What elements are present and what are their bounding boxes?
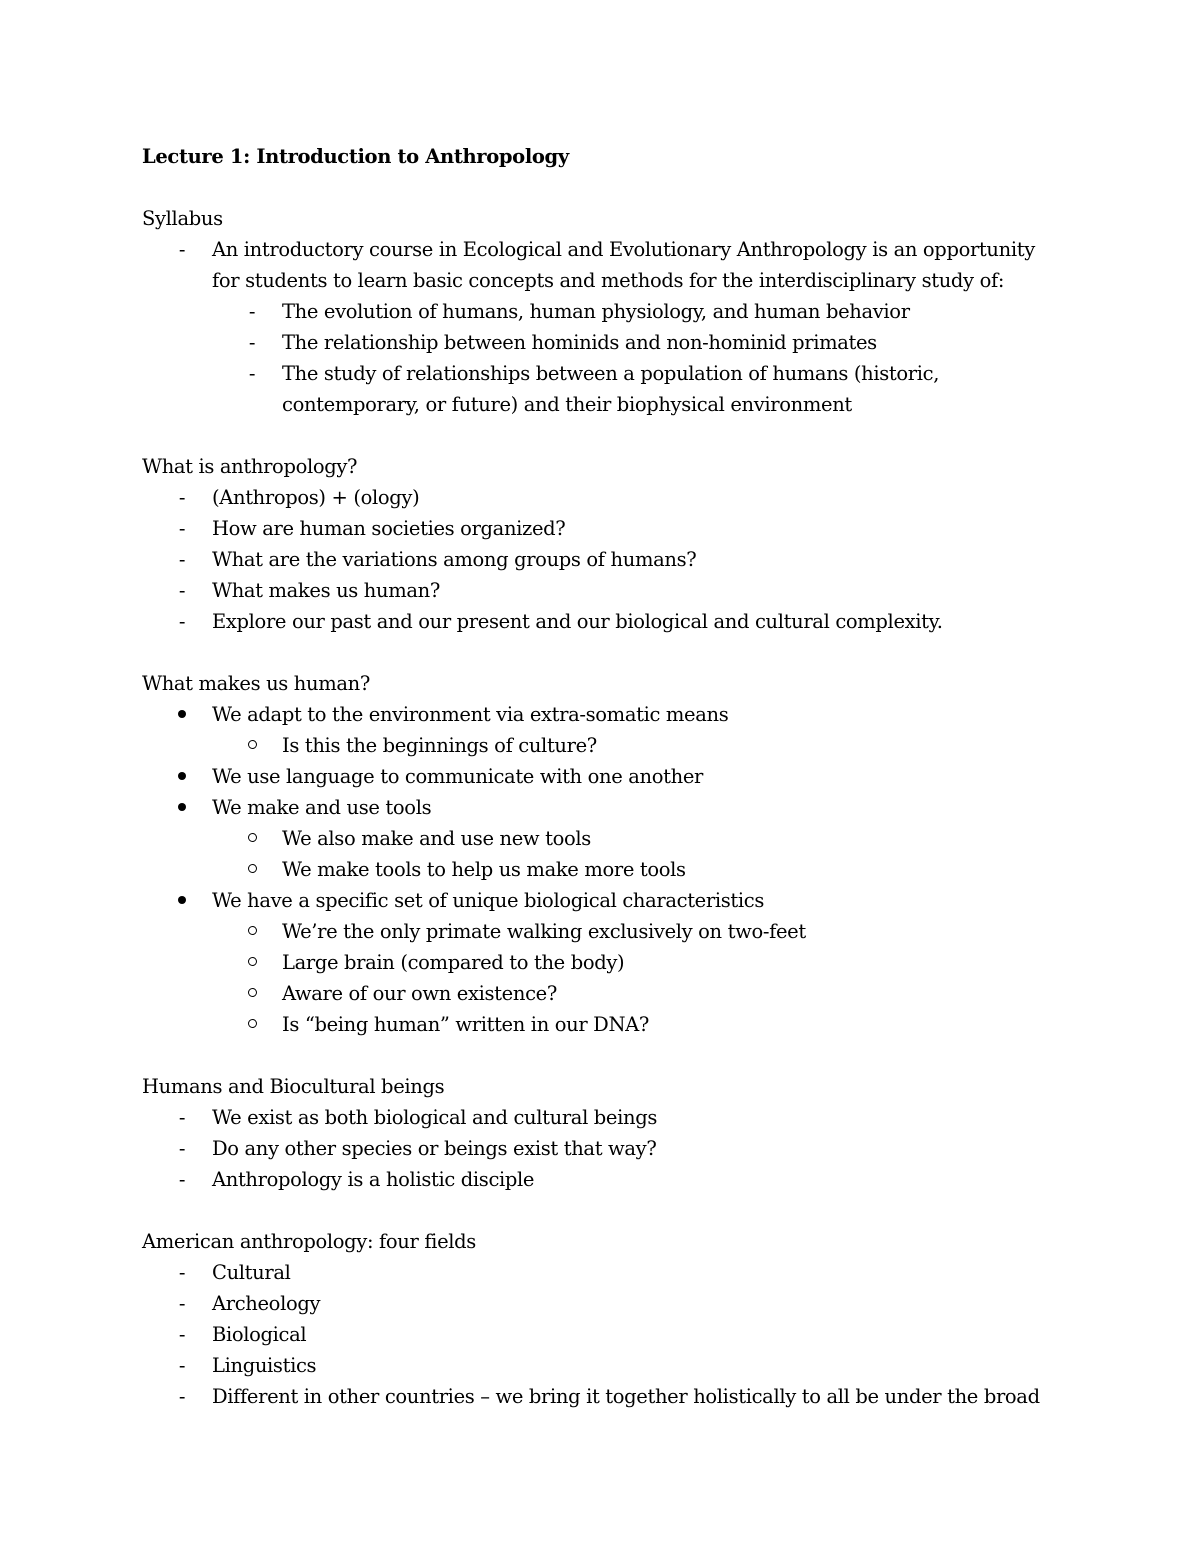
list-item-text: We’re the only primate walking exclusively on two-feet [282, 920, 806, 943]
list-item-text: The evolution of humans, human physiology, and human behavior [282, 300, 910, 323]
list-item [142, 544, 1062, 575]
section-heading: Humans and Biocultural beings [142, 1075, 445, 1098]
list-item [142, 1381, 1062, 1412]
list-item [142, 761, 1062, 792]
list-item-text: What are the variations among groups of humans? [212, 548, 697, 571]
list-marker: - [248, 362, 256, 385]
list-item-text: We use language to communicate with one another [212, 765, 703, 788]
section [142, 203, 1062, 420]
list-marker: - [178, 1106, 186, 1129]
sections-container [142, 203, 1062, 1412]
list-marker: - [178, 486, 186, 509]
list-item-text: Biological [212, 1323, 307, 1346]
list-marker: - [178, 1354, 186, 1377]
list-item [142, 978, 1062, 1009]
circle-bullet-icon [242, 916, 262, 947]
list-item-text: We make tools to help us make more tools [282, 858, 686, 881]
list-marker: - [178, 517, 186, 540]
section [142, 451, 1062, 637]
lecture-notes [142, 141, 1062, 1412]
list-item [142, 854, 1062, 885]
list-item [142, 1257, 1062, 1288]
list-item [142, 947, 1062, 978]
section [142, 1226, 1062, 1412]
list-item [142, 234, 1062, 296]
list-marker: - [178, 548, 186, 571]
list-item [142, 1133, 1062, 1164]
list-item-text: The study of relationships between a population of humans (historic, contemporary, or future) and their biophysical environment [282, 362, 940, 416]
list-item-text: Linguistics [212, 1354, 317, 1377]
bullet-icon [172, 699, 192, 730]
section-heading: What makes us human? [142, 672, 370, 695]
list-marker: - [178, 1137, 186, 1160]
list-item-text: What makes us human? [212, 579, 440, 602]
list-item-text: Anthropology is a holistic disciple [212, 1168, 535, 1191]
list-item [142, 699, 1062, 730]
list-item-text: Different in other countries – we bring it together holistically to all be under the broad [212, 1385, 1040, 1408]
section-heading: What is anthropology? [142, 455, 358, 478]
list-item [142, 1288, 1062, 1319]
list-marker: - [178, 1168, 186, 1191]
circle-bullet-icon [242, 823, 262, 854]
list-item [142, 482, 1062, 513]
list-item-text: How are human societies organized? [212, 517, 566, 540]
section-heading: American anthropology: four fields [142, 1230, 476, 1253]
list-item-text: (Anthropos) + (ology) [212, 486, 420, 509]
list-item [142, 1350, 1062, 1381]
circle-bullet-icon [242, 730, 262, 761]
list-item [142, 327, 1062, 358]
list-item [142, 916, 1062, 947]
list-item-text: We make and use tools [212, 796, 432, 819]
list-item [142, 513, 1062, 544]
list-item-text: We exist as both biological and cultural beings [212, 1106, 658, 1129]
list-item [142, 885, 1062, 916]
list-marker: - [248, 331, 256, 354]
section [142, 668, 1062, 1040]
list-item-text: We adapt to the environment via extra-somatic means [212, 703, 729, 726]
list-item [142, 1009, 1062, 1040]
list-marker: - [178, 1261, 186, 1284]
list-item-text: An introductory course in Ecological and Evolutionary Anthropology is an opportunity for students to learn basic concepts and methods for the interdisciplinary study of: [212, 238, 1035, 292]
circle-bullet-icon [242, 854, 262, 885]
bullet-icon [172, 761, 192, 792]
circle-bullet-icon [242, 1009, 262, 1040]
list-marker: - [178, 1385, 186, 1408]
bullet-icon [172, 792, 192, 823]
list-item [142, 358, 1062, 420]
circle-bullet-icon [242, 947, 262, 978]
list-item-text: We also make and use new tools [282, 827, 591, 850]
list-item-text: We have a specific set of unique biological characteristics [212, 889, 764, 912]
list-item-text: Archeology [212, 1292, 321, 1315]
list-marker: - [178, 610, 186, 633]
list-item [142, 1319, 1062, 1350]
list-item-text: Large brain (compared to the body) [282, 951, 625, 974]
list-item-text: Aware of our own existence? [282, 982, 557, 1005]
list-marker: - [178, 1323, 186, 1346]
list-marker: - [178, 238, 186, 261]
list-item [142, 1164, 1062, 1195]
section [142, 1071, 1062, 1195]
circle-bullet-icon [242, 978, 262, 1009]
list-item [142, 730, 1062, 761]
list-marker: - [178, 1292, 186, 1315]
list-item-text: Cultural [212, 1261, 291, 1284]
section-heading: Syllabus [142, 207, 223, 230]
list-marker: - [178, 579, 186, 602]
page-title: Lecture 1: Introduction to Anthropology [142, 145, 569, 168]
list-item-text: Explore our past and our present and our biological and cultural complexity. [212, 610, 943, 633]
list-item [142, 606, 1062, 637]
list-item [142, 296, 1062, 327]
list-item [142, 792, 1062, 823]
list-item [142, 823, 1062, 854]
list-item [142, 1102, 1062, 1133]
list-item-text: Is this the beginnings of culture? [282, 734, 597, 757]
list-marker: - [248, 300, 256, 323]
list-item [142, 575, 1062, 606]
list-item-text: The relationship between hominids and non-hominid primates [282, 331, 877, 354]
list-item-text: Do any other species or beings exist that way? [212, 1137, 657, 1160]
bullet-icon [172, 885, 192, 916]
list-item-text: Is “being human” written in our DNA? [282, 1013, 650, 1036]
